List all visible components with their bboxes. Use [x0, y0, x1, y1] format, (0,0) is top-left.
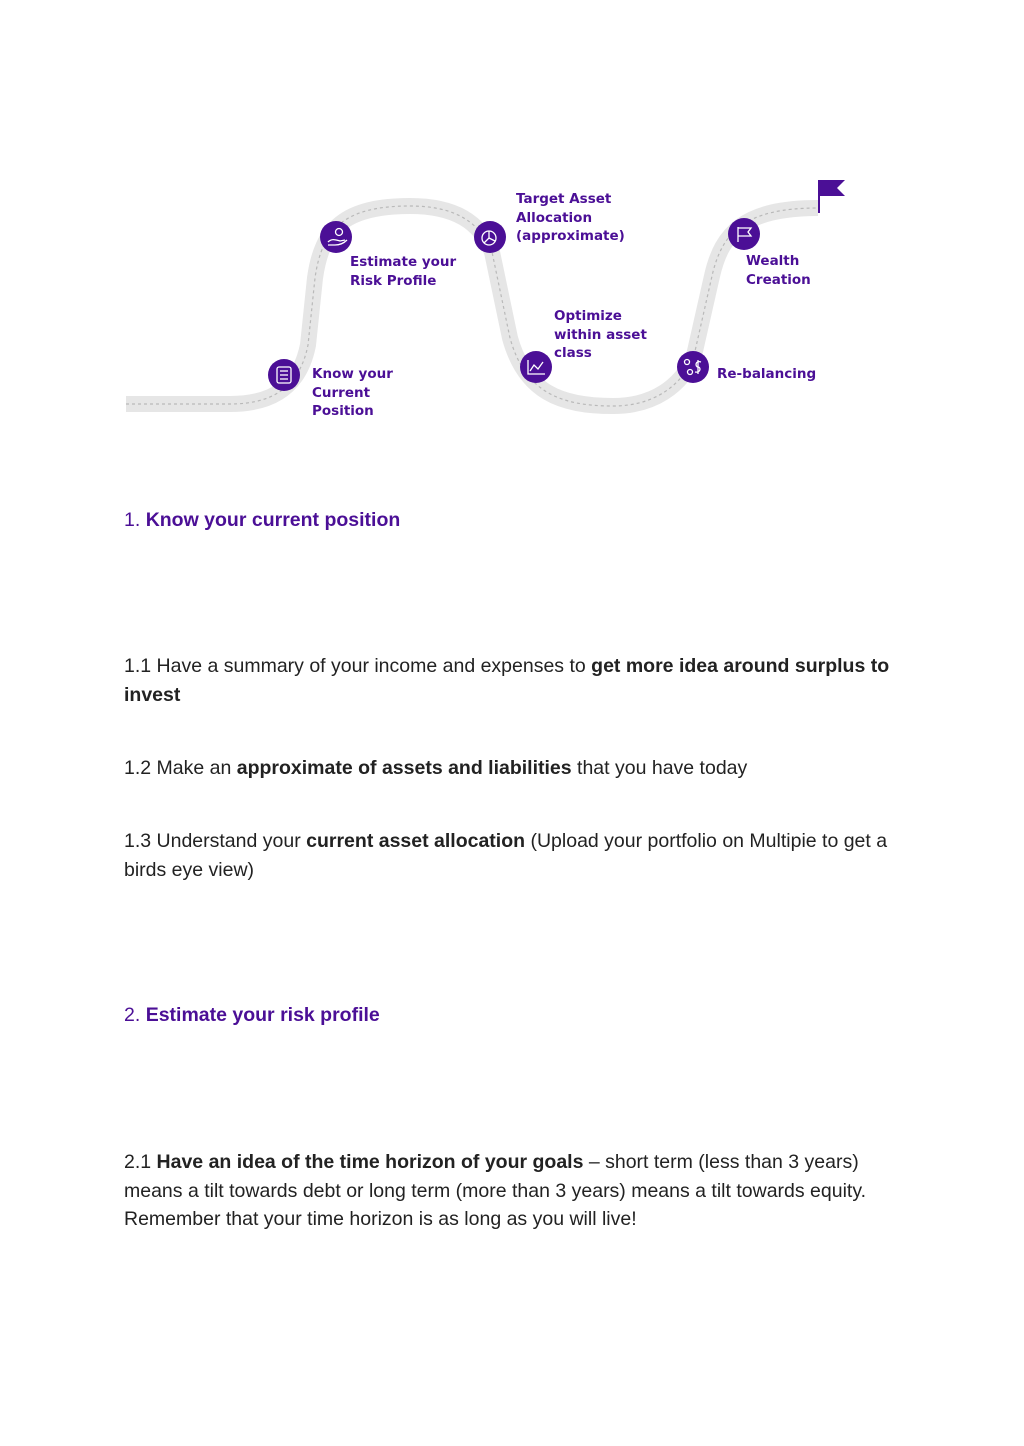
road-center-line [126, 206, 818, 406]
step-marker-asset-allocation [474, 221, 506, 253]
step-label-optimize: Optimize within asset class [554, 308, 647, 361]
step-marker-rebalancing [677, 351, 709, 383]
goal-flag-icon [819, 180, 845, 213]
step-label-know-position: Know your Current Position [312, 366, 393, 419]
step-marker-wealth-creation [728, 218, 760, 250]
item-emphasis: approximate of assets and liabilities [236, 757, 572, 779]
paragraph-1-1 [124, 652, 904, 709]
step-marker-know-position [268, 359, 300, 391]
step-label-risk-profile: Estimate your Risk Profile [350, 254, 457, 289]
paragraph-2-1 [124, 1148, 894, 1234]
item-text: Have a summary of your income and expenses to [156, 655, 586, 677]
item-emphasis: Have an idea of the time horizon of your goals [156, 1151, 584, 1173]
item-text: Understand your [156, 830, 301, 852]
item-number: 2.1 [124, 1151, 152, 1173]
item-number: 1.2 [124, 757, 152, 779]
section-title: Know your current position [145, 509, 401, 531]
item-emphasis: get more idea around surplus to invest [124, 655, 890, 706]
item-number: 1.3 [124, 830, 152, 852]
paragraph-1-3 [124, 827, 904, 884]
item-emphasis: current asset allocation [306, 830, 526, 852]
item-text-after: – short term (less than 3 years) means a tilt towards debt or long term (more than 3 years) means a tilt towards equity. Remember that your time horizon is as long as you will live! [124, 1151, 867, 1230]
item-text-after: (Upload your portfolio on Multipie to get a birds eye view) [124, 830, 888, 881]
section-number: 1. [124, 509, 141, 531]
section-heading-2 [124, 1001, 380, 1029]
item-text-after: that you have today [577, 757, 748, 779]
road-path [126, 206, 818, 406]
item-number: 1.1 [124, 655, 152, 677]
step-label-wealth-creation: Wealth Creation [746, 253, 811, 288]
section-heading-1 [124, 506, 400, 534]
roadmap-diagram [0, 0, 1024, 460]
paragraph-1-2 [124, 754, 904, 783]
step-label-rebalancing: Re-balancing [717, 366, 817, 382]
step-marker-optimize [520, 351, 552, 383]
step-label-asset-allocation: Target Asset Allocation (approximate) [516, 191, 625, 244]
section-title: Estimate your risk profile [145, 1004, 380, 1026]
item-text: Make an [156, 757, 232, 779]
section-number: 2. [124, 1004, 141, 1026]
step-marker-risk-profile [320, 221, 352, 253]
